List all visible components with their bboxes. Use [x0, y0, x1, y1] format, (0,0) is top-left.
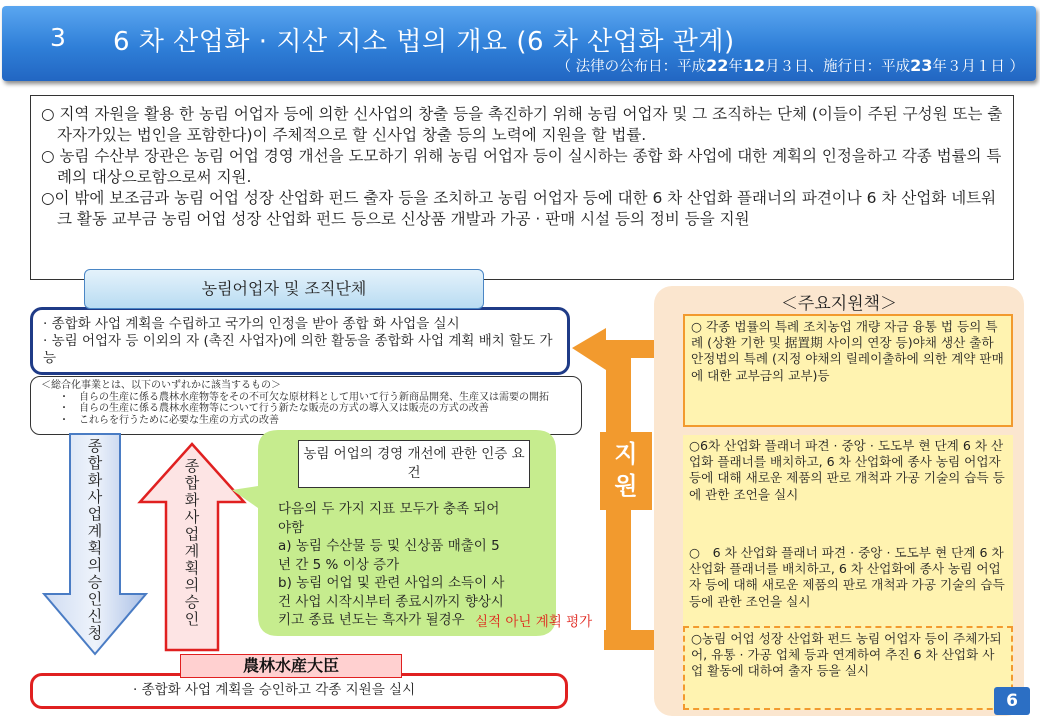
- application-arrow-label: 종합화사업계획의 승인신청: [87, 437, 103, 642]
- ministry-description: · 종합화 사업 계획을 승인하고 각종 지원을 실시: [30, 673, 568, 709]
- org-line: · 종합화 사업 계획을 수립하고 국가의 인정을 받아 종합 화 사업을 실시: [43, 316, 460, 332]
- approval-arrow-label: 종합화사업계획의 승인: [184, 457, 200, 628]
- overview-item: ○ 지역 자원을 활용 한 농림 어업자 등에 의한 신사업의 창출 등을 촉진하기 위해 농림 어업자 및 그 조직하는 단체 (이들이 주된 구성원 또는 출자자가있는 법인을 포함한다)이 주체적으로 할 신사업 창출 등의 노력에 지원을 할 법률.: [41, 105, 1003, 144]
- section-number: 3: [50, 23, 66, 52]
- requirement-line: 다음의 두 가지 지표 모두가 충족 되어야함: [278, 501, 500, 536]
- evaluation-note: 실적 아닌 계획 평가: [475, 614, 593, 630]
- requirement-line: a) 농림 수산물 등 및 신상품 매출이 5년 간 5 % 이상 증가: [278, 538, 500, 573]
- overview-item: ○ 농림 수산부 장관은 농림 어업 경영 개선을 도모하기 위해 농림 어업자 등이 실시하는 종합 화 사업에 대한 계획의 인정을하고 각종 법률의 특례의 대상으로함으로써 지원.: [41, 147, 1002, 186]
- requirement-line: b) 농림 어업 및 관련 사업의 소득이 사건 사업 시작시부터 종료시까지 향상시키고 종료 년도는 흑자가 될경우: [278, 575, 505, 628]
- overview-box: [30, 95, 1014, 280]
- integration-business-note: [30, 376, 582, 435]
- requirements-body: [278, 500, 508, 630]
- law-dates: （ 法律の公布日：平成22年12月３日、施行日：平成23年３月１日 ）: [556, 56, 1024, 75]
- support-label: 지원: [614, 440, 638, 500]
- note-item: ・ 自らの生産に係る農林水産物等について行う新たな販売の方式の導入又は販売の方式の改善: [59, 403, 489, 414]
- note-item: ・ これらを行うために必要な生産の方式の改善: [59, 414, 279, 426]
- org-description: [30, 307, 570, 375]
- page-number: 6: [994, 687, 1030, 715]
- support-measure: ○ 각종 법률의 특례 조치농업 개량 자금 융통 법 등의 특례 (상환 기한 및 据置期 사이의 연장 등)야채 생산 출하 안정법의 특례 (지정 야채의 릴레이출하에 의한 계약 판매에 대한 교부금의 교부)등: [683, 314, 1013, 427]
- org-label: 농림어업자 및 조직단체: [84, 269, 484, 309]
- requirements-title: 농림 어업의 경영 개선에 관한 인증 요건: [298, 440, 530, 488]
- note-heading: ＜総合化事業とは、以下のいずれかに該当するもの＞: [41, 380, 281, 391]
- support-measure: ○6차 산업화 플래너 파견 · 중앙 · 도도부 현 단계 6 차 산업화 플래너를 배치하고, 6 차 산업화에 종사 농림 어업자 등에 대해 새로운 제품의 판로 개척과 가공 기술의 습득 등에 관한 조언을 실시: [683, 435, 1013, 542]
- ministry-label: 農林水産大臣: [180, 654, 402, 678]
- support-measure: ○ 6 차 산업화 플래너 파견 · 중앙 · 도도부 현 단계 6 차 산업화 플래너를 배치하고, 6 차 산업화에 종사 농림 어업자 등에 대해 새로운 제품의 판로 개척과 가공 기술의 습득 등에 관한 조언을 실시: [683, 542, 1013, 626]
- org-line: · 농림 어업자 등 이외의 자 (촉진 사업자)에 의한 활동을 종합화 사업 계획 배치 할도 가능: [43, 333, 553, 366]
- page-title: 6 차 산업화 · 지산 지소 법의 개요 (6 차 산업화 관계): [113, 27, 735, 57]
- note-item: ・ 自らの生産に係る農林水産物等をその不可欠な原材料として用いて行う新商品開発、生産又は需要の開拓: [59, 391, 549, 403]
- overview-item: ○이 밖에 보조금과 농림 어업 성장 산업화 펀드 출자 등을 조치하고 농림 어업자 등에 대한 6 차 산업화 플래너의 파견이나 6 차 산업화 네트워크 활동 교부금 농림 어업 성장 산업화 펀드 등으로 신상품 개발과 가공 · 판매 시설 등의 정비 등을 지원: [41, 189, 997, 228]
- support-measure: ○농림 어업 성장 산업화 펀드 농림 어업자 등이 주체가되어, 유통 · 가공 업체 등과 연계하여 추진 6 차 산업화 사업 활동에 대하여 출자 등을 실시: [683, 626, 1013, 710]
- support-panel-title: ＜주요지원책＞: [780, 294, 898, 314]
